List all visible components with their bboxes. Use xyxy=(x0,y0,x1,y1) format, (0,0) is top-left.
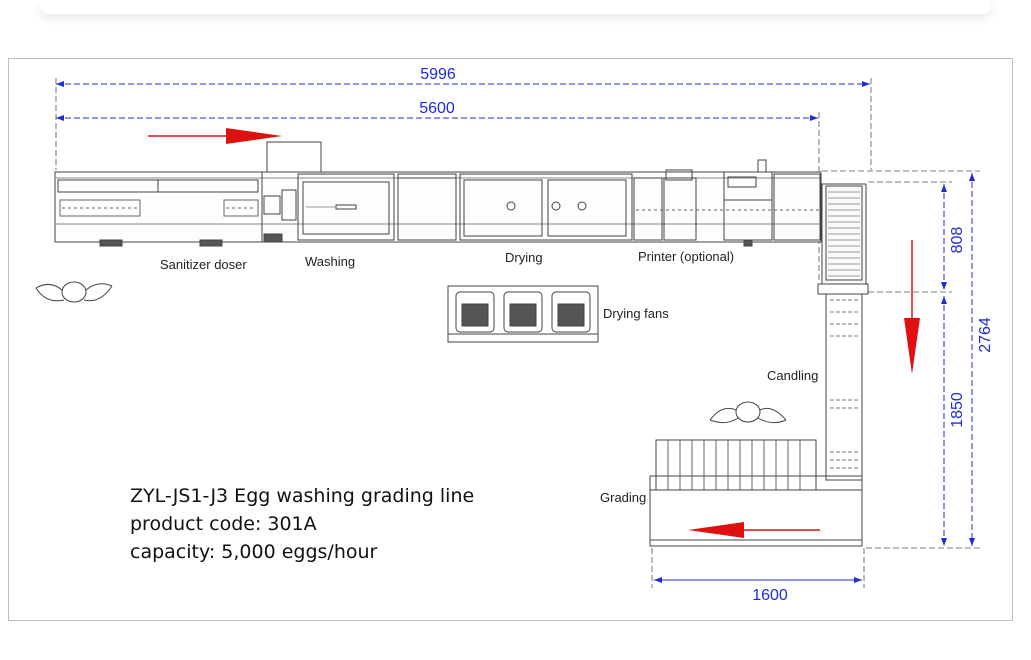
main-line xyxy=(55,142,826,246)
drying-fans-unit xyxy=(448,286,598,342)
overall-length-label: 5996 xyxy=(420,66,456,83)
caption-capacity: capacity: 5,000 eggs/hour xyxy=(130,541,378,563)
label-drying-fans: Drying fans xyxy=(603,306,669,321)
operator-figure-left xyxy=(36,282,112,302)
product-caption xyxy=(130,482,474,566)
operator-figure-right xyxy=(710,402,786,423)
label-candling: Candling xyxy=(767,368,819,383)
caption-title: ZYL-JS1-J3 Egg washing grading line xyxy=(130,485,475,507)
dimension-upper-width xyxy=(868,182,966,292)
lower-length-label: 1850 xyxy=(949,392,966,428)
label-printer: Printer (optional) xyxy=(638,249,735,264)
flow-arrow-left xyxy=(688,522,820,538)
label-sanitizer-doser: Sanitizer doser xyxy=(160,257,247,272)
grader-width-label: 1600 xyxy=(752,587,788,604)
upper-width-label: 808 xyxy=(949,226,966,254)
label-grading: Grading xyxy=(600,490,647,505)
dimension-grader-width xyxy=(652,548,864,604)
dimension-lower-length xyxy=(944,296,966,546)
main-length-label: 5600 xyxy=(419,100,455,117)
flow-arrow-down xyxy=(904,240,920,374)
label-drying: Drying xyxy=(505,250,543,265)
candling-conveyor xyxy=(818,184,868,480)
caption-product-code: product code: 301A xyxy=(130,513,317,535)
total-width-label: 2764 xyxy=(977,317,994,353)
flow-arrow-right xyxy=(148,128,282,144)
label-washing: Washing xyxy=(305,254,356,269)
